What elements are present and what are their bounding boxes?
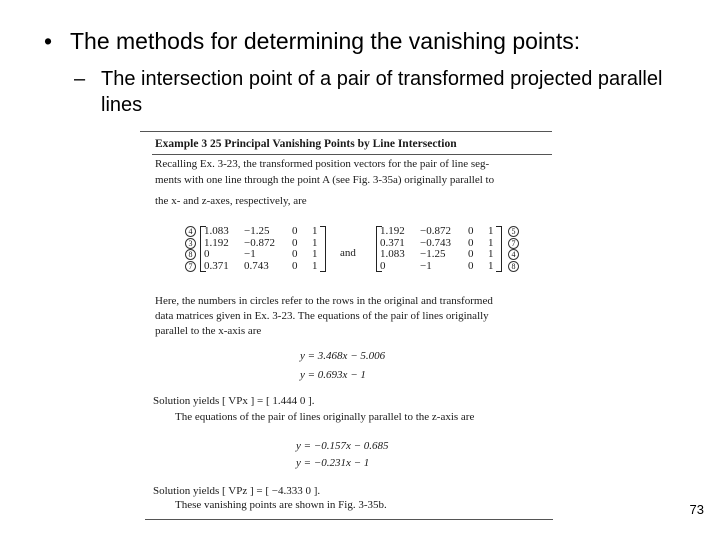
- matrix-row: [204, 238, 322, 250]
- main-bullet-text: The methods for determining the vanishing points:: [70, 28, 581, 54]
- matrix-cell: 0: [468, 248, 474, 260]
- row-label: 8: [185, 249, 196, 260]
- sub-bullet: [74, 66, 704, 118]
- matrix-cell: −1.25: [420, 248, 446, 260]
- matrix-cell: 1.192: [380, 225, 405, 237]
- matrix-cell: 0: [292, 236, 298, 249]
- matrix-cell: 1.083: [204, 225, 229, 237]
- matrix-cell: 0: [292, 259, 298, 272]
- right-matrix: [376, 226, 502, 272]
- equation-z1: y = −0.157x − 0.685: [296, 440, 389, 452]
- intro-line-2: ments with one line through the point A (see Fig. 3-35a) originally parallel to: [155, 174, 495, 186]
- left-row-labels: [185, 226, 196, 272]
- matrix-cell: 1: [488, 236, 494, 249]
- matrix-cell: 0: [468, 225, 474, 237]
- matrix-cell: 1: [488, 248, 494, 260]
- solution-z: Solution yields [ VPz ] = [ −4.333 0 ].: [153, 485, 321, 497]
- sub-bullet-text: The intersection point of a pair of transformed projected parallel lines: [101, 68, 663, 116]
- and-text: and: [340, 247, 356, 259]
- row-label: 4: [508, 249, 519, 260]
- matrix-cell: 1: [312, 225, 318, 237]
- example-title: Example 3 25 Principal Vanishing Points by Line Intersection: [155, 138, 457, 150]
- left-matrix: [200, 226, 326, 272]
- bullet-dot-icon: •: [44, 28, 53, 54]
- matrix-cell: −0.743: [420, 236, 451, 249]
- equation-x1: y = 3.468x − 5.006: [300, 350, 386, 362]
- matrix-cell: −0.872: [244, 236, 275, 249]
- here-line-2: data matrices given in Ex. 3-23. The equations of the pair of lines originally: [155, 310, 489, 322]
- z-intro: The equations of the pair of lines originally parallel to the z-axis are: [175, 411, 475, 423]
- matrix-cell: 1.192: [204, 236, 229, 249]
- matrix-cell: 1.083: [380, 248, 405, 260]
- main-bullet: [44, 27, 580, 55]
- here-line-1: Here, the numbers in circles refer to the rows in the original and transformed: [155, 295, 493, 307]
- matrix-cell: 0: [204, 248, 210, 260]
- matrix-cell: −0.872: [420, 225, 451, 237]
- matrix-cell: 0: [468, 259, 474, 272]
- scanned-textbook-excerpt: [140, 124, 560, 524]
- matrix-cell: 0: [468, 236, 474, 249]
- matrix-cell: 0.743: [244, 259, 269, 272]
- matrix-cell: 0: [380, 259, 386, 272]
- right-row-labels: [508, 226, 519, 272]
- matrix-cell: 1: [312, 248, 318, 260]
- title-underline: [152, 154, 552, 155]
- matrix-row: [380, 226, 498, 238]
- matrix-cell: 0: [292, 248, 298, 260]
- matrix-row: [380, 261, 498, 273]
- matrix-row: [204, 261, 322, 273]
- equation-x2: y = 0.693x − 1: [300, 369, 366, 381]
- row-label: 4: [185, 226, 196, 237]
- matrix-row: [380, 249, 498, 261]
- matrix-cell: 1: [488, 259, 494, 272]
- equation-z2: y = −0.231x − 1: [296, 457, 370, 469]
- matrix-cell: −1.25: [244, 225, 270, 237]
- matrix-cell: 0.371: [380, 236, 405, 249]
- matrix-cell: 1: [312, 259, 318, 272]
- row-label: 7: [508, 238, 519, 249]
- dash-icon: –: [74, 68, 86, 90]
- top-rule: [140, 131, 552, 132]
- solution-x: Solution yields [ VPx ] = [ 1.444 0 ].: [153, 395, 315, 407]
- shown-line: These vanishing points are shown in Fig. 3-35b.: [175, 499, 387, 511]
- matrix-cell: 0.371: [204, 259, 229, 272]
- row-label: 3: [185, 238, 196, 249]
- matrix-row: [204, 249, 322, 261]
- matrix-cell: −1: [244, 248, 256, 260]
- matrix-cell: 1: [488, 225, 494, 237]
- intro-line-1: Recalling Ex. 3-23, the transformed position vectors for the pair of line seg-: [155, 158, 490, 170]
- matrix-cell: 0: [292, 225, 298, 237]
- page-number: 73: [689, 502, 704, 517]
- here-line-3: parallel to the x-axis are: [155, 325, 262, 337]
- row-label: 7: [185, 261, 196, 272]
- row-label: 8: [508, 261, 519, 272]
- intro-line-3: the x- and z-axes, respectively, are: [155, 195, 307, 207]
- bottom-rule: [145, 519, 553, 520]
- row-label: 5: [508, 226, 519, 237]
- matrix-cell: −1: [420, 259, 432, 272]
- matrix-row: [204, 226, 322, 238]
- matrix-cell: 1: [312, 236, 318, 249]
